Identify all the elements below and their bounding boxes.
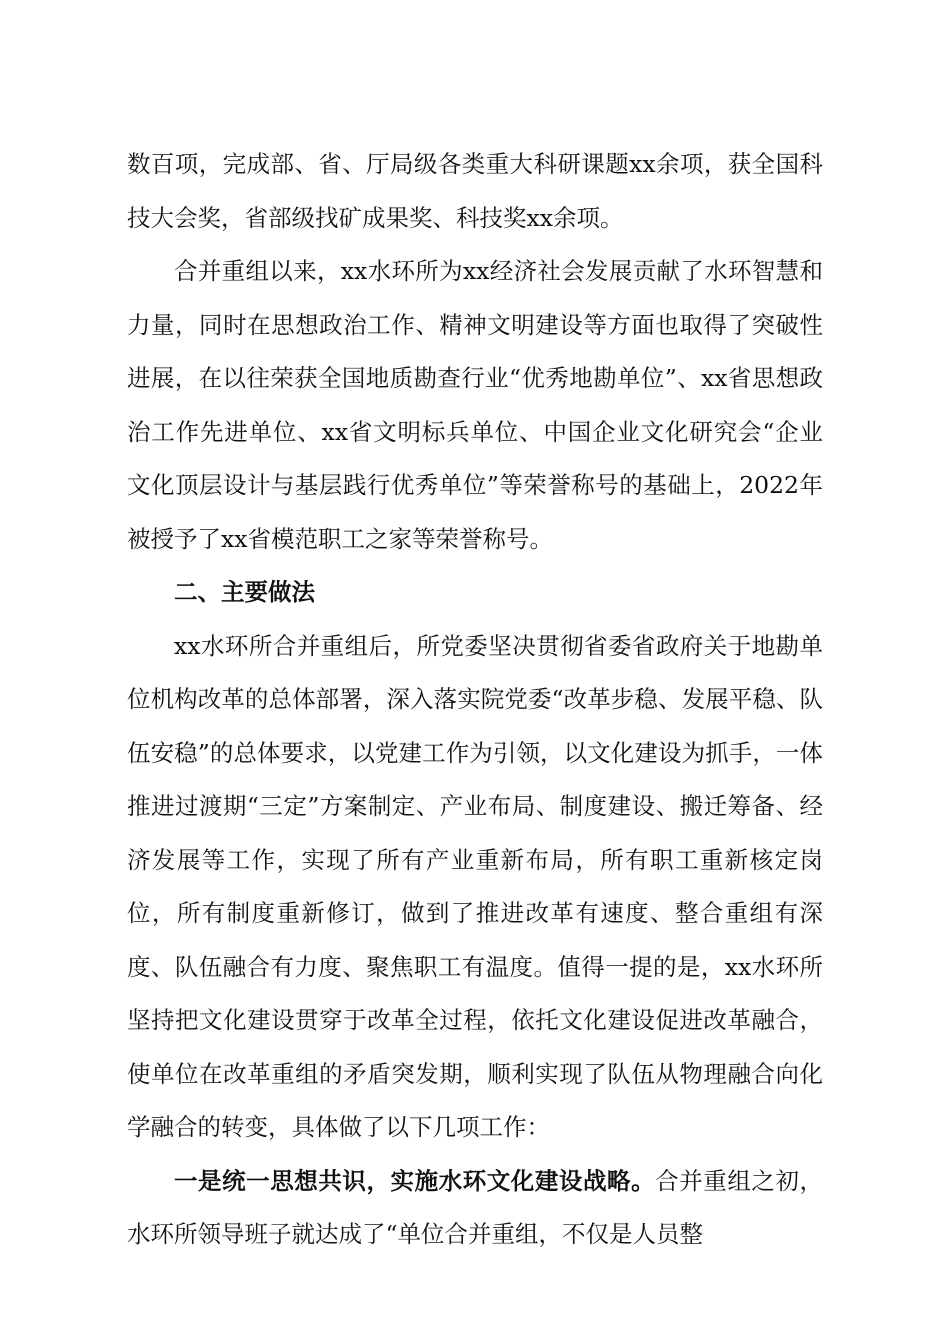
- paragraph-merger-results: 合并重组以来，xx水环所为xx经济社会发展贡献了水环智慧和力量，同时在思想政治工作、精神文明建设等方面也取得了突破性进展，在以往荣获全国地质勘查行业“优秀地勘单位”、xx省思想政治工作先进单位、xx省文明标兵单位、中国企业文化研究会“企业文化顶层设计与基层践行优秀单位”等荣誉称号的基础上，2022年被授予了xx省模范职工之家等荣誉称号。: [127, 257, 823, 553]
- paragraph-point-one: [127, 1155, 823, 1262]
- paragraph-achievements-continued: 数百项，完成部、省、厅局级各类重大科研课题xx余项，获全国科技大会奖，省部级找矿成果奖、科技奖xx余项。: [127, 150, 823, 232]
- paragraph-reform-overview: xx水环所合并重组后，所党委坚决贯彻省委省政府关于地勘单位机构改革的总体部署，深入落实院党委“改革步稳、发展平稳、队伍安稳”的总体要求，以党建工作为引领，以文化建设为抓手，一体推进过渡期“三定”方案制定、产业布局、制度建设、搬迁筹备、经济发展等工作，实现了所有产业重新布局，所有职工重新核定岗位，所有制度重新修订，做到了推进改革有速度、整合重组有深度、队伍融合有力度、聚焦职工有温度。值得一提的是，xx水环所坚持把文化建设贯穿于改革全过程，依托文化建设促进改革融合，使单位在改革重组的矛盾突发期，顺利实现了队伍从物理融合向化学融合的转变，具体做了以下几项工作：: [127, 631, 823, 1141]
- section-heading-main-practices: 二、主要做法: [174, 578, 315, 606]
- document-body: [127, 138, 823, 1262]
- point-one-lead: 一是统一思想共识，实施水环文化建设战略。: [174, 1166, 656, 1195]
- point-one-text: 合并重组之初，水环所领导班子就达成了“单位合并重组，不仅是人员整: [127, 1166, 824, 1248]
